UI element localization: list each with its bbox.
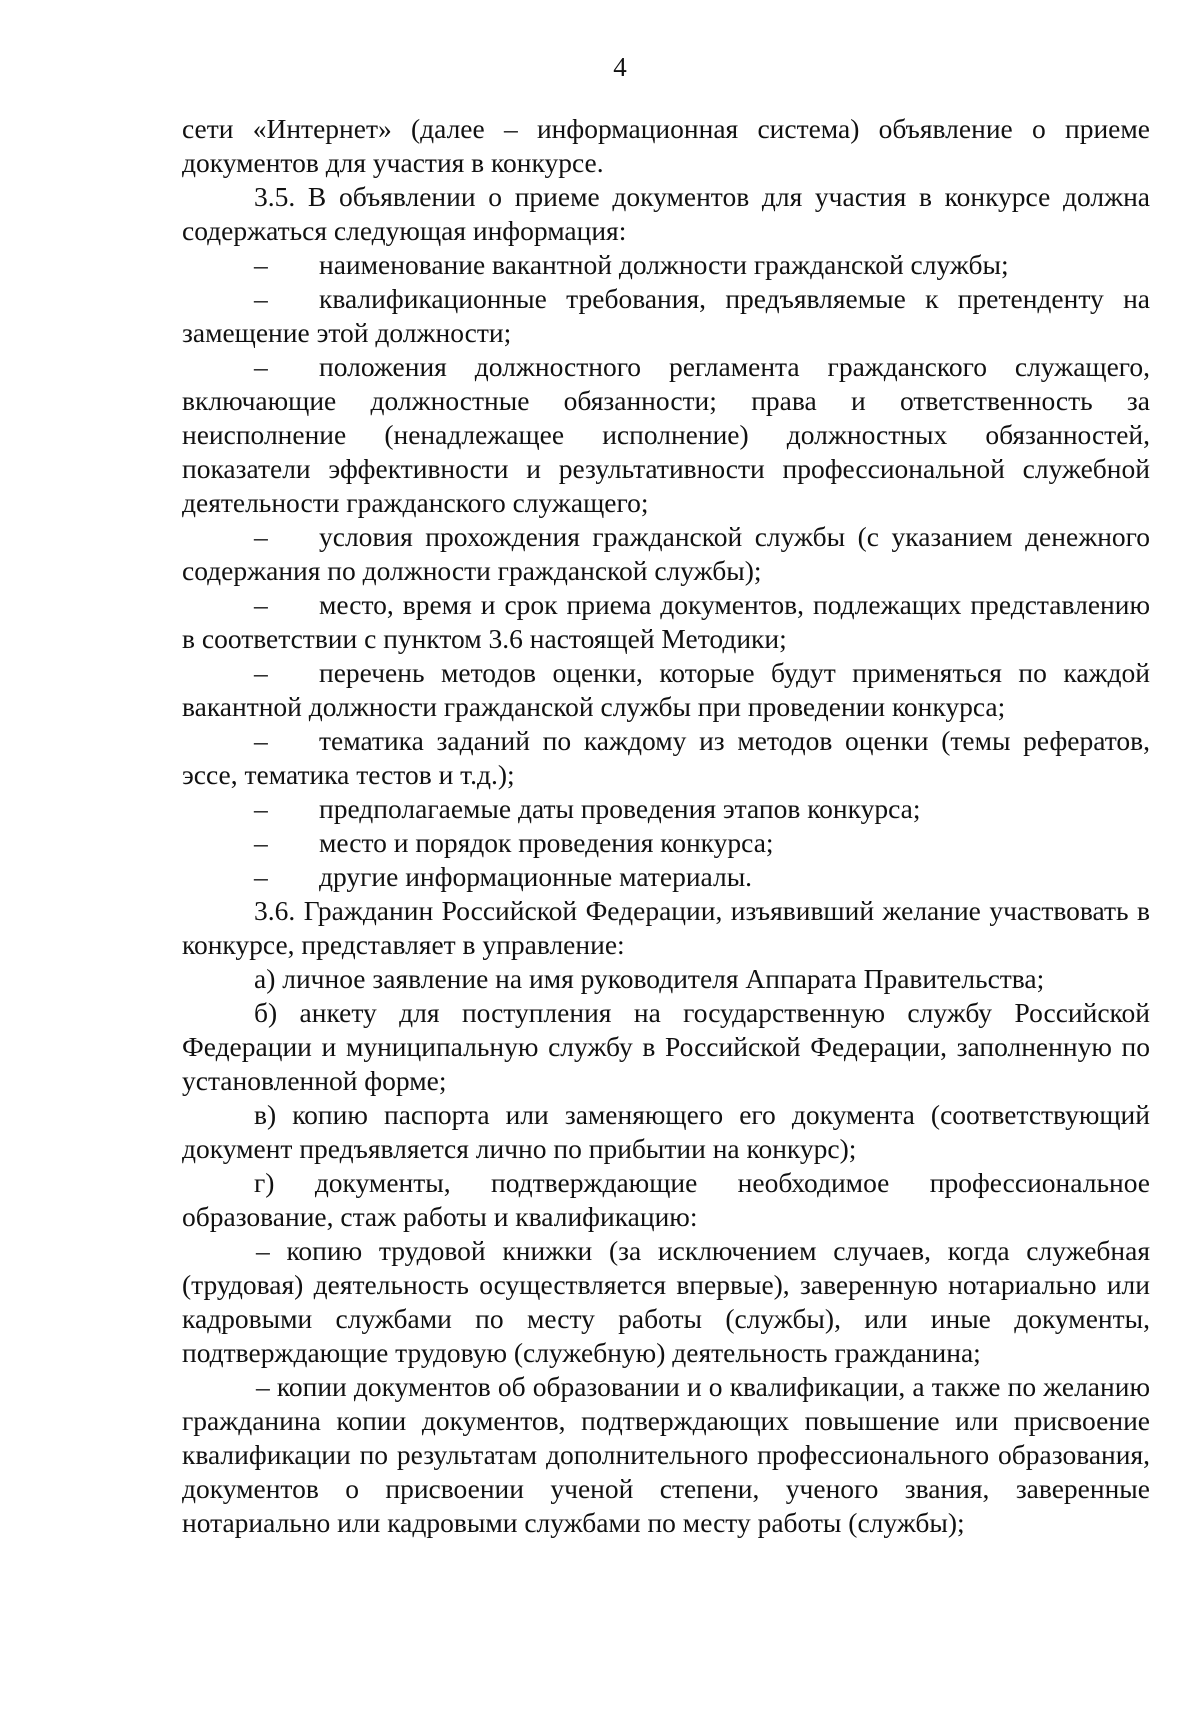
list-item-text: условия прохождения гражданской службы (с указанием денежного содержания по должности гражданской службы); <box>182 521 1150 586</box>
list-item-text: место, время и срок приема документов, подлежащих представлению в соответствии с пунктом 3.6 настоящей Методики; <box>182 589 1150 654</box>
document-body <box>182 112 1150 1540</box>
list-item <box>182 656 1150 724</box>
paragraph-continuation: сети «Интернет» (далее – информационная система) объявление о приеме документов для участия в конкурсе. <box>182 113 1150 178</box>
list-item-text: квалификационные требования, предъявляемые к претенденту на замещение этой должности; <box>182 283 1150 348</box>
list-item <box>182 282 1150 350</box>
list-item-text: тематика заданий по каждому из методов оценки (темы рефератов, эссе, тематика тестов и т.д.); <box>182 725 1150 790</box>
dash-marker: – <box>254 283 268 314</box>
list-item <box>182 588 1150 656</box>
list-item <box>182 248 1150 282</box>
list-item-text: предполагаемые даты проведения этапов конкурса; <box>319 793 921 824</box>
paragraph-item-v: в) копию паспорта или заменяющего его документа (соответствующий документ предъявляется лично по прибытии на конкурс); <box>182 1099 1150 1164</box>
list-item <box>182 724 1150 792</box>
paragraph-3-5: 3.5. В объявлении о приеме документов для участия в конкурсе должна содержаться следующая информация: <box>182 181 1150 246</box>
list-item <box>182 826 1150 860</box>
dash-marker: – <box>254 725 268 756</box>
sub-list-item: – копию трудовой книжки (за исключением случаев, когда служебная (трудовая) деятельность осуществляется впервые), заверенную нотариально или кадровыми службами по месту работы (службы), или иные документы, подтверждающие трудовую (служебную) деятельность гражданина; <box>182 1235 1150 1368</box>
paragraph-item-g: г) документы, подтверждающие необходимое профессиональное образование, стаж работы и квалификацию: <box>182 1167 1150 1232</box>
dash-marker: – <box>254 657 268 688</box>
paragraph-item-b: б) анкету для поступления на государственную службу Российской Федерации и муниципальную службу в Российской Федерации, заполненную по установленной форме; <box>182 997 1150 1096</box>
dash-marker: – <box>254 827 268 858</box>
list-item-text: другие информационные материалы. <box>319 861 753 892</box>
paragraph-3-6: 3.6. Гражданин Российской Федерации, изъявивший желание участвовать в конкурсе, представляет в управление: <box>182 895 1150 960</box>
dash-marker: – <box>254 793 268 824</box>
dash-marker: – <box>254 351 268 382</box>
sub-list-item: – копии документов об образовании и о квалификации, а также по желанию гражданина копии документов, подтверждающих повышение или присвоение квалификации по результатам дополнительного профессионального образования, документов о присвоении ученой степени, ученого звания, заверенные нотариально или кадровыми службами по месту работы (службы); <box>182 1371 1150 1538</box>
dash-marker: – <box>254 589 268 620</box>
list-item-text: место и порядок проведения конкурса; <box>319 827 774 858</box>
list-item-text: наименование вакантной должности гражданской службы; <box>319 249 1009 280</box>
page-number: 4 <box>613 52 627 82</box>
list-item <box>182 792 1150 826</box>
paragraph-item-a: а) личное заявление на имя руководителя Аппарата Правительства; <box>254 963 1045 994</box>
dash-marker: – <box>254 861 268 892</box>
dash-marker: – <box>254 521 268 552</box>
list-item-text: положения должностного регламента гражданского служащего, включающие должностные обязанности; права и ответственность за неисполнение (ненадлежащее исполнение) должностных обязанностей, показатели эффективности и результативности профессиональной служебной деятельности гражданского служащего; <box>182 351 1150 518</box>
dash-marker: – <box>254 249 268 280</box>
list-item <box>182 350 1150 520</box>
list-item <box>182 520 1150 588</box>
list-item-text: перечень методов оценки, которые будут применяться по каждой вакантной должности гражданской службы при проведении конкурса; <box>182 657 1150 722</box>
list-item <box>182 860 1150 894</box>
